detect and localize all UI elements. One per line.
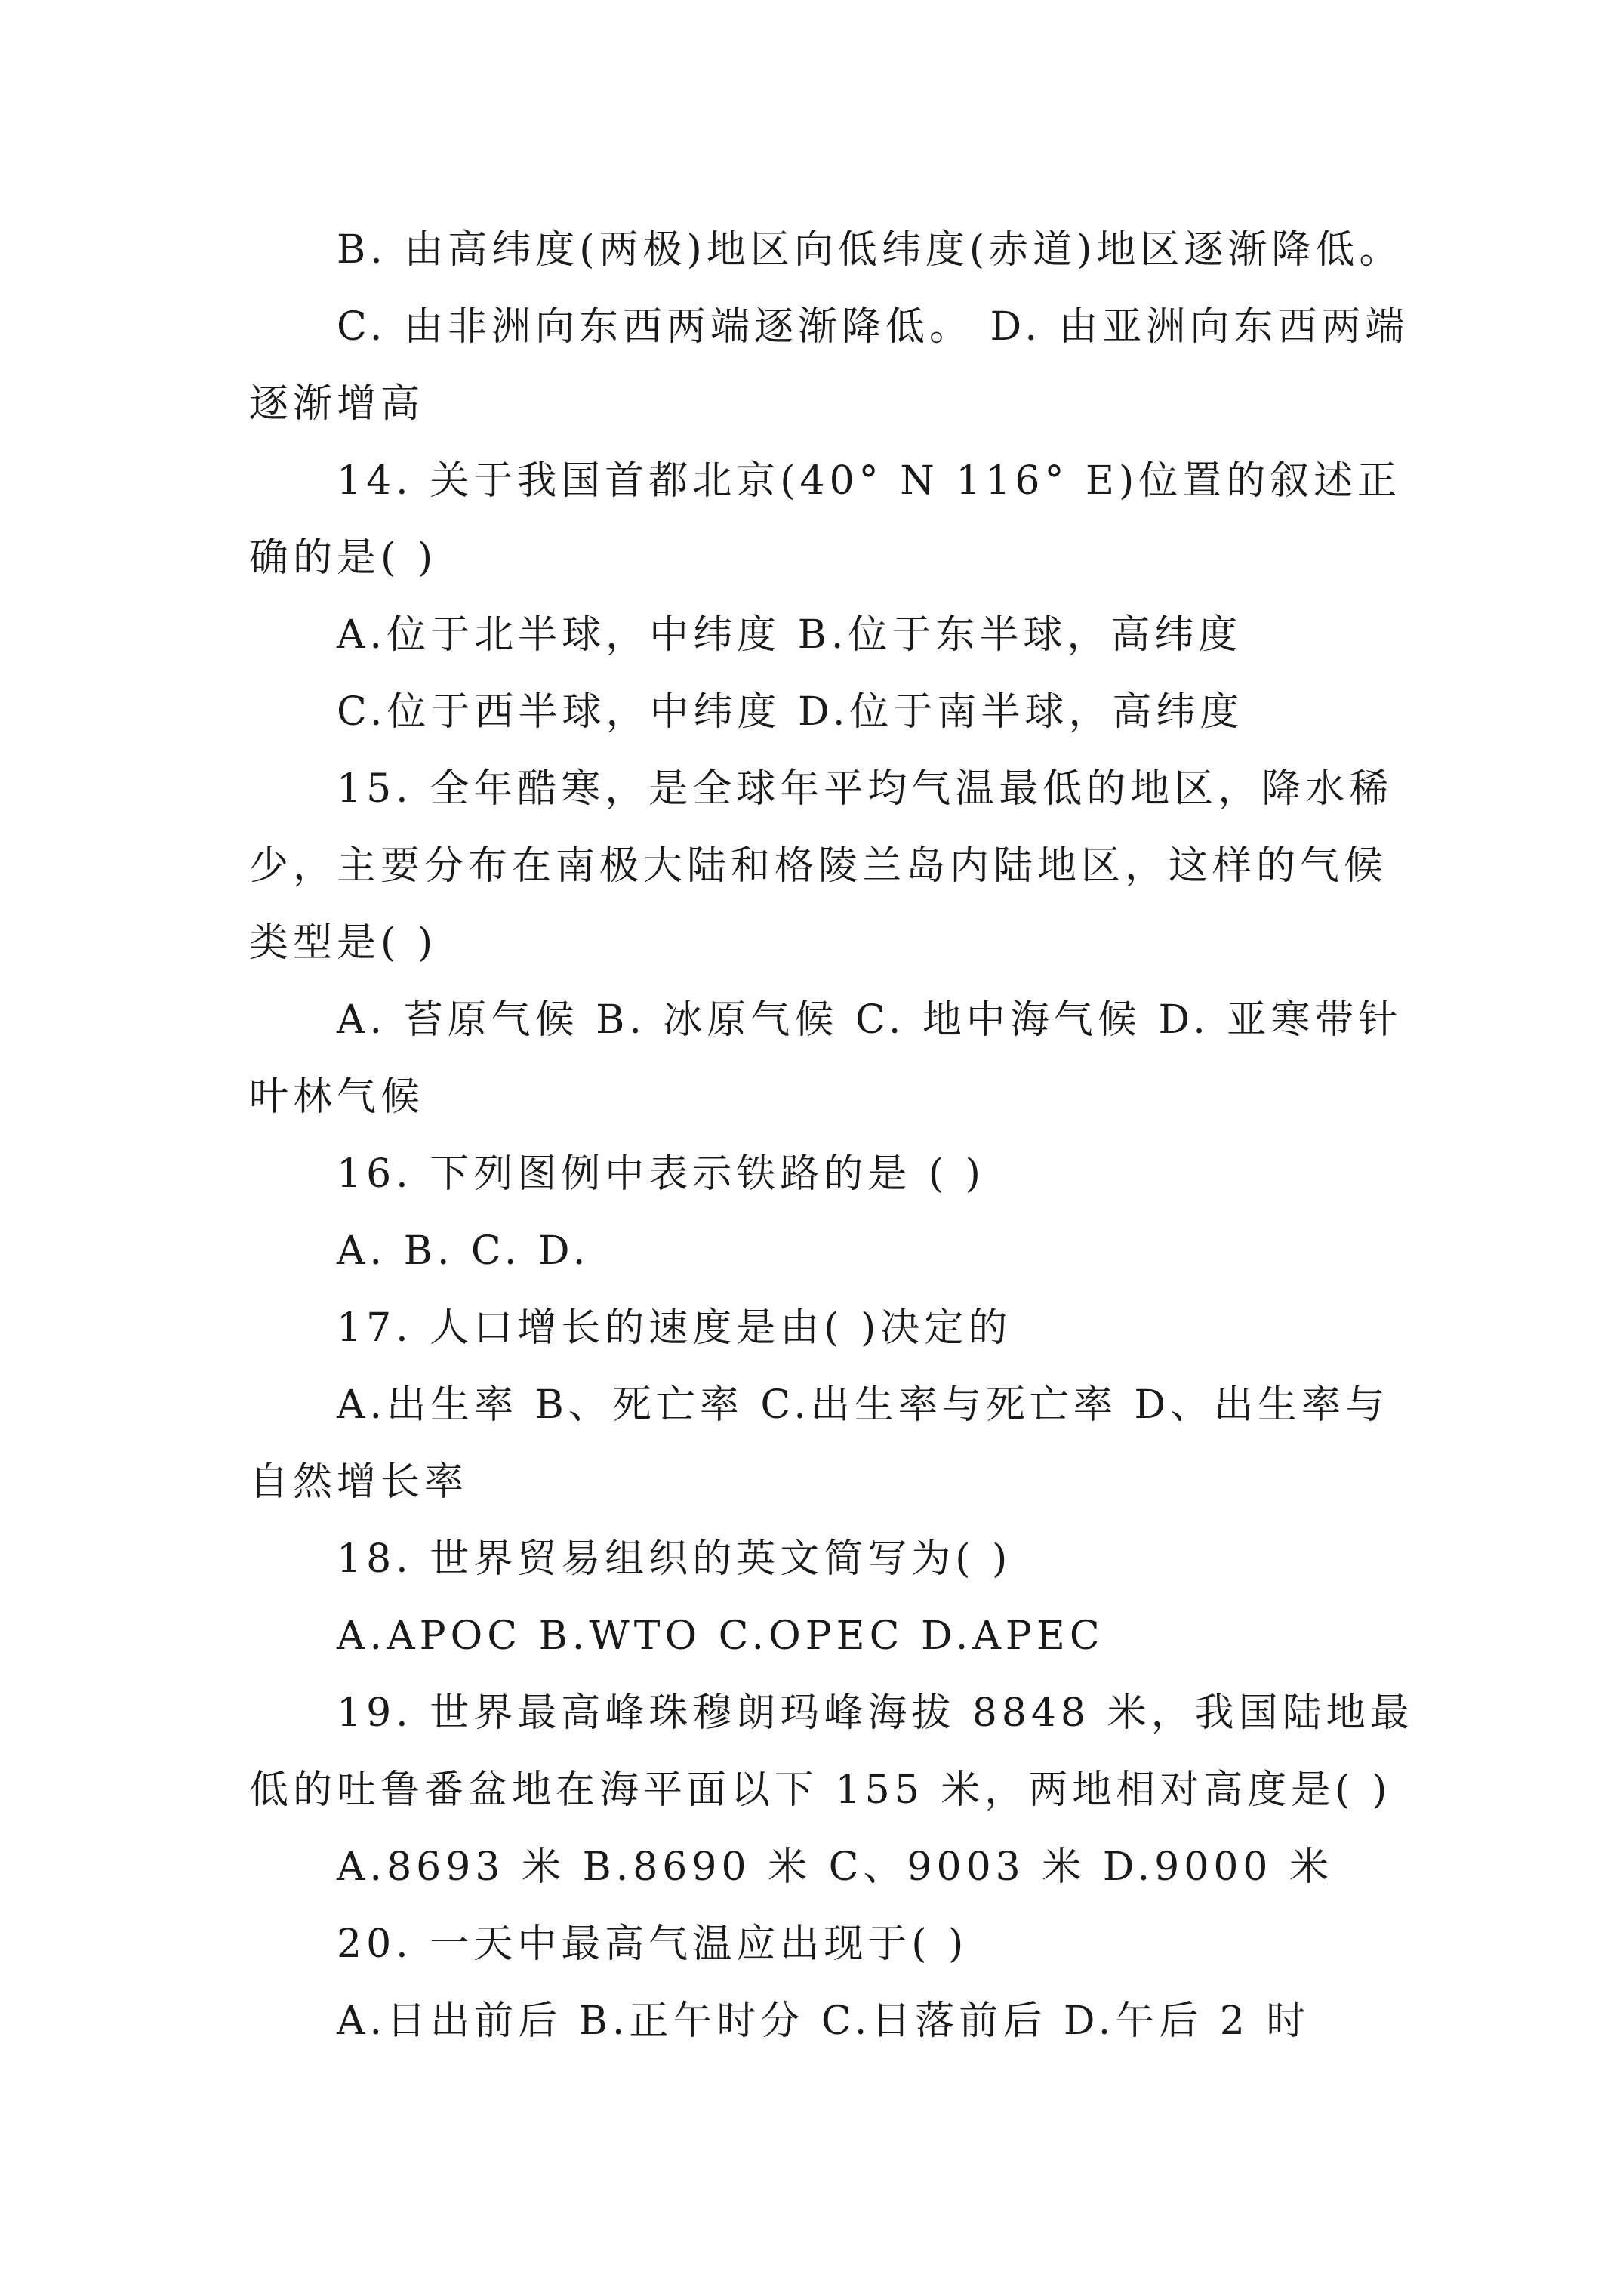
answer-options-14-cd: C.位于西半球，中纬度 D.位于南半球，高纬度: [337, 689, 1244, 735]
answer-options-15: A. 苔原气候 B. 冰原气候 C. 地中海气候 D. 亚寒带针叶林气候: [249, 997, 1403, 1120]
answer-options-14-ab: A.位于北半球，中纬度 B.位于东半球，高纬度: [337, 612, 1243, 658]
question-16: 16. 下列图例中表示铁路的是 ( ): [337, 1151, 985, 1197]
answer-options-13-b: B. 由高纬度(两极)地区向低纬度(赤道)地区逐渐降低。: [337, 227, 1403, 273]
answer-options-13-cd: C. 由非洲向东西两端逐渐降低。 D. 由亚洲向东西两端逐渐增高: [249, 304, 1409, 427]
document-body: [249, 211, 1427, 2060]
answer-options-17: A.出生率 B、死亡率 C.出生率与死亡率 D、出生率与自然增长率: [249, 1382, 1390, 1505]
answer-options-19: A.8693 米 B.8690 米 C、9003 米 D.9000 米: [337, 1845, 1334, 1890]
question-20: 20. 一天中最高气温应出现于( ): [337, 1922, 969, 1967]
question-19: 19. 世界最高峰珠穆朗玛峰海拔 8848 米，我国陆地最低的吐鲁番盆地在海平面以下 155 米，两地相对高度是( ): [249, 1690, 1414, 1813]
question-15: 15. 全年酷寒，是全球年平均气温最低的地区，降水稀少，主要分布在南极大陆和格陵兰岛内陆地区，这样的气候类型是( ): [249, 766, 1394, 966]
answer-options-20: A.日出前后 B.正午时分 C.日落前后 D.午后 2 时: [337, 1999, 1310, 2044]
question-17: 17. 人口增长的速度是由( )决定的: [337, 1305, 1012, 1351]
question-18: 18. 世界贸易组织的英文简写为( ): [337, 1536, 1012, 1582]
answer-options-18: A.APOC B.WTO C.OPEC D.APEC: [337, 1613, 1104, 1659]
question-14: 14. 关于我国首都北京(40° N 116° E)位置的叙述正确的是( ): [249, 458, 1402, 581]
answer-options-16: A. B. C. D.: [337, 1228, 590, 1274]
